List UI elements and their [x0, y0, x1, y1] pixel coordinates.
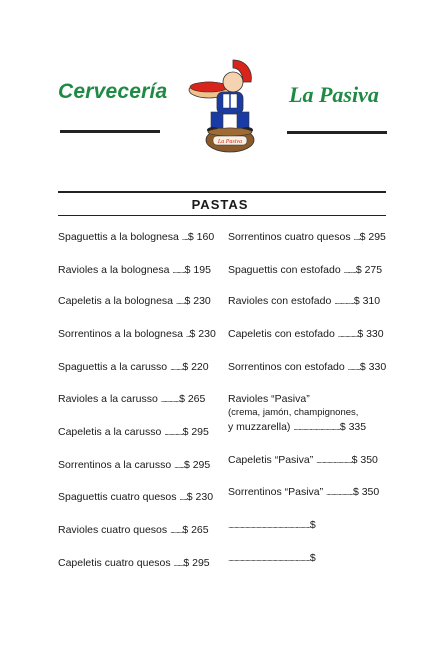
- item-price: $ 310: [353, 295, 381, 307]
- item-price: $: [309, 519, 316, 531]
- mascot-logo: [187, 58, 265, 154]
- item-dots: ..........: [172, 266, 185, 275]
- item-dots: ...............: [164, 428, 183, 437]
- item-name: Ravioles a la bolognesa: [58, 264, 170, 276]
- item-dots: ...............: [160, 395, 180, 404]
- item-dots: ......................................: [293, 423, 340, 432]
- section-rule-top: [58, 191, 386, 193]
- menu-item: [228, 421, 366, 433]
- menu-item: [58, 393, 205, 405]
- brand-right: La Pasiva: [289, 82, 379, 107]
- menu-item: [58, 264, 211, 276]
- menu-item: [228, 295, 380, 307]
- item-dots: ..........: [170, 363, 183, 372]
- item-price: $ 295: [359, 231, 386, 243]
- item-dots: ..........: [170, 526, 183, 535]
- item-price: $ 230: [184, 295, 211, 307]
- item-dots: ................: [334, 297, 354, 306]
- menu-item: [228, 231, 386, 243]
- item-price: $ 330: [357, 328, 384, 340]
- item-dots: .....: [181, 233, 188, 242]
- item-name: Spaguettis a la carusso: [58, 361, 168, 373]
- menu-item: [58, 231, 214, 243]
- section-title: PASTAS: [191, 197, 249, 212]
- item-name: Sorrentinos con estofado: [228, 361, 345, 373]
- item-name: Sorrentinos “Pasiva”: [228, 486, 324, 498]
- item-name: Capeletis a la bolognesa: [58, 295, 173, 307]
- item-name: Spaguettis cuatro quesos: [58, 491, 177, 503]
- menu-item-blank: [228, 519, 316, 531]
- item-price: $ 230: [189, 328, 216, 340]
- item-dots: .......: [175, 297, 185, 306]
- item-name: Ravioles con estofado: [228, 295, 332, 307]
- item-price: $ 195: [184, 264, 211, 276]
- section-rule-bottom: [58, 215, 386, 216]
- item-name: Capeletis cuatro quesos: [58, 557, 171, 569]
- item-dots: ...................................................................: [228, 554, 310, 563]
- item-price: $ 330: [359, 361, 387, 373]
- menu-item: [228, 393, 310, 405]
- item-dots: .....: [353, 233, 360, 242]
- item-name: Spaguettis con estofado: [228, 264, 341, 276]
- menu-item: [58, 557, 210, 569]
- item-name: Sorrentinos cuatro quesos: [228, 231, 351, 243]
- menu-item: [228, 486, 379, 498]
- item-dots: ........: [173, 559, 184, 568]
- mascot-leg-left: [211, 112, 223, 128]
- item-dots: ......................: [326, 488, 353, 497]
- item-name: Ravioles “Pasiva”: [228, 393, 310, 405]
- item-price: $ 295: [182, 426, 209, 438]
- menu-item: [228, 264, 382, 276]
- item-price: $ 230: [186, 491, 214, 503]
- menu-item: [58, 295, 211, 307]
- header-rule-left: [60, 130, 160, 133]
- item-dots: ................: [337, 330, 358, 339]
- item-name: Ravioles cuatro quesos: [58, 524, 168, 536]
- item-name: Capeletis a la carusso: [58, 426, 162, 438]
- menu-item: [58, 426, 209, 438]
- item-name: y muzzarella): [228, 421, 291, 433]
- item-price: $ 335: [339, 421, 367, 433]
- item-name: Ravioles a la carusso: [58, 393, 158, 405]
- item-name: Sorrentinos a la carusso: [58, 459, 172, 471]
- item-price: $ 220: [182, 361, 209, 373]
- item-name: Sorrentinos a la bolognesa: [58, 328, 183, 340]
- brand-left: Cervecería: [58, 80, 168, 103]
- item-price: $ 275: [355, 264, 383, 276]
- item-dots: ...................................................................: [228, 521, 310, 530]
- item-price: $ 295: [183, 557, 210, 569]
- menu-item: [58, 361, 209, 373]
- item-description: (crema, jamón, champignones,: [228, 407, 359, 418]
- menu-item: [58, 459, 210, 471]
- menu-item: [58, 491, 213, 503]
- item-price: $ 265: [179, 393, 206, 405]
- menu-item: [58, 328, 216, 340]
- item-price: $: [309, 552, 316, 564]
- barrel-label: La Pasiva: [217, 139, 243, 145]
- item-dots: ..........: [347, 363, 360, 372]
- item-dots: ......: [179, 493, 187, 502]
- item-price: $ 295: [183, 459, 211, 471]
- item-dots: ...: [185, 330, 190, 339]
- item-name: Capeletis “Pasiva”: [228, 454, 314, 466]
- menu-item: [58, 524, 209, 536]
- item-dots: .............................: [316, 456, 352, 465]
- item-price: $ 160: [187, 231, 215, 243]
- hotdog-sausage: [190, 82, 228, 92]
- item-dots: ........: [174, 461, 184, 470]
- menu-item: [228, 454, 378, 466]
- item-dots: ..........: [343, 266, 356, 275]
- menu-item: [228, 361, 386, 373]
- item-price: $ 350: [351, 454, 378, 466]
- item-price: $ 350: [352, 486, 380, 498]
- header-rule-right: [287, 131, 387, 134]
- mascot-leg-right: [237, 112, 249, 128]
- item-price: $ 265: [182, 524, 209, 536]
- item-name: Spaguettis a la bolognesa: [58, 231, 179, 243]
- item-name: Capeletis con estofado: [228, 328, 335, 340]
- mascot-head: [223, 72, 243, 92]
- menu-item-blank: [228, 552, 316, 564]
- menu-item: [228, 328, 384, 340]
